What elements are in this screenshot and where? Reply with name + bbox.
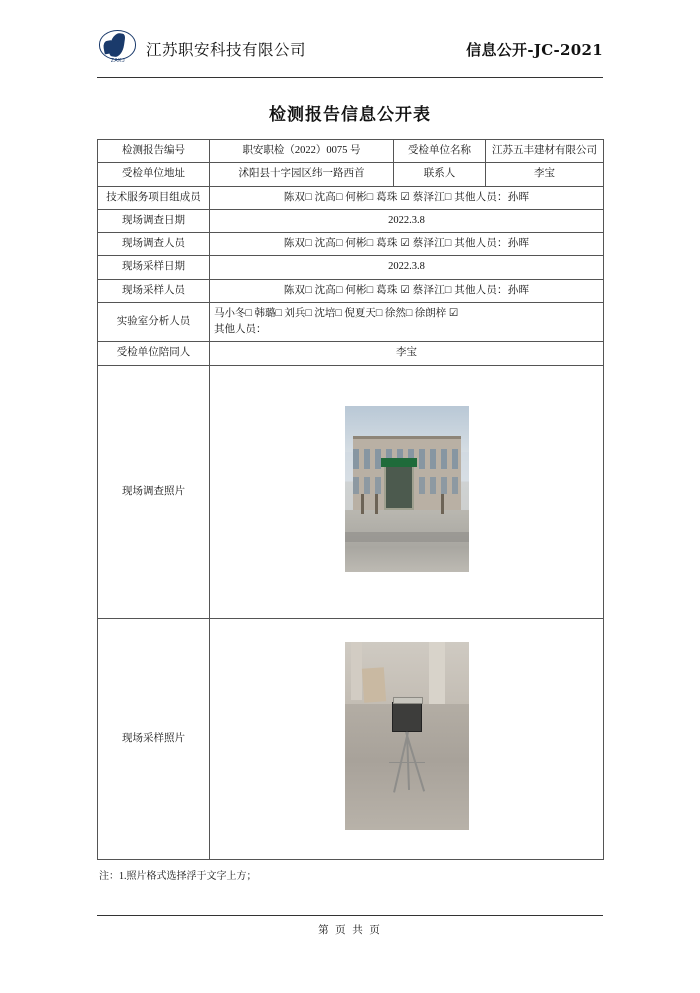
lab-staff-label: 实验室分析人员	[98, 302, 210, 342]
table-row	[98, 618, 604, 859]
address-value: 沭阳县十字园区纬一路西首	[210, 163, 394, 186]
contact-value: 李宝	[486, 163, 604, 186]
report-info-table	[97, 139, 604, 860]
company-logo-icon	[97, 29, 139, 69]
address-label: 受检单位地址	[98, 163, 210, 186]
sample-date-value: 2022.3.8	[210, 256, 604, 279]
sample-staff-label: 现场采样人员	[98, 279, 210, 302]
document-code: 信息公开-JC-2021	[466, 40, 603, 59]
unit-name-value: 江苏五丰建材有限公司	[486, 140, 604, 163]
accompany-value: 李宝	[210, 342, 604, 365]
document-body	[97, 26, 603, 882]
document-header	[97, 26, 603, 78]
site-sampling-photo	[345, 642, 469, 830]
lab-staff-value	[210, 302, 604, 342]
table-row	[98, 140, 604, 163]
table-row	[98, 163, 604, 186]
site-survey-photo	[345, 406, 469, 572]
sample-date-label: 现场采样日期	[98, 256, 210, 279]
photo-sample-label: 现场采样照片	[98, 618, 210, 859]
survey-date-value: 2022.3.8	[210, 209, 604, 232]
survey-staff-label: 现场调查人员	[98, 233, 210, 256]
survey-staff-value: 陈双□ 沈高□ 何彬□ 葛珠 ☑ 蔡泽江□ 其他人员：孙晖	[210, 233, 604, 256]
survey-date-label: 现场调查日期	[98, 209, 210, 232]
table-row	[98, 209, 604, 232]
table-row	[98, 279, 604, 302]
page-footer: 第 页 共 页	[97, 915, 603, 937]
company-name: 江苏职安科技有限公司	[146, 41, 307, 59]
sample-staff-value: 陈双□ 沈高□ 何彬□ 葛珠 ☑ 蔡泽江□ 其他人员：孙晖	[210, 279, 604, 302]
table-row	[98, 186, 604, 209]
table-note: 注：1.照片格式选择浮于文字上方；	[99, 870, 257, 882]
lab-staff-value-line2: 其他人员：	[214, 324, 267, 336]
accompany-label: 受检单位陪同人	[98, 342, 210, 365]
photo-sample-cell	[210, 618, 604, 859]
photo-survey-label: 现场调查照片	[98, 365, 210, 618]
report-no-label: 检测报告编号	[98, 140, 210, 163]
logo-tag-text: ZAKJ	[110, 58, 126, 64]
team-value: 陈双□ 沈高□ 何彬□ 葛珠 ☑ 蔡泽江□ 其他人员：孙晖	[210, 186, 604, 209]
photo-survey-cell	[210, 365, 604, 618]
report-no-value: 职安职检（2022）0075 号	[210, 140, 394, 163]
unit-name-label: 受检单位名称	[394, 140, 486, 163]
page-title: 检测报告信息公开表	[269, 105, 431, 125]
lab-staff-value-line1: 马小冬□ 韩璐□ 刘兵□ 沈培□ 倪夏天□ 徐然□ 徐朗梓 ☑	[214, 307, 459, 319]
table-row	[98, 233, 604, 256]
team-label: 技术服务项目组成员	[98, 186, 210, 209]
table-row	[98, 342, 604, 365]
table-row	[98, 256, 604, 279]
brand-block	[97, 29, 306, 69]
contact-label: 联系人	[394, 163, 486, 186]
table-row	[98, 302, 604, 342]
table-row	[98, 365, 604, 618]
